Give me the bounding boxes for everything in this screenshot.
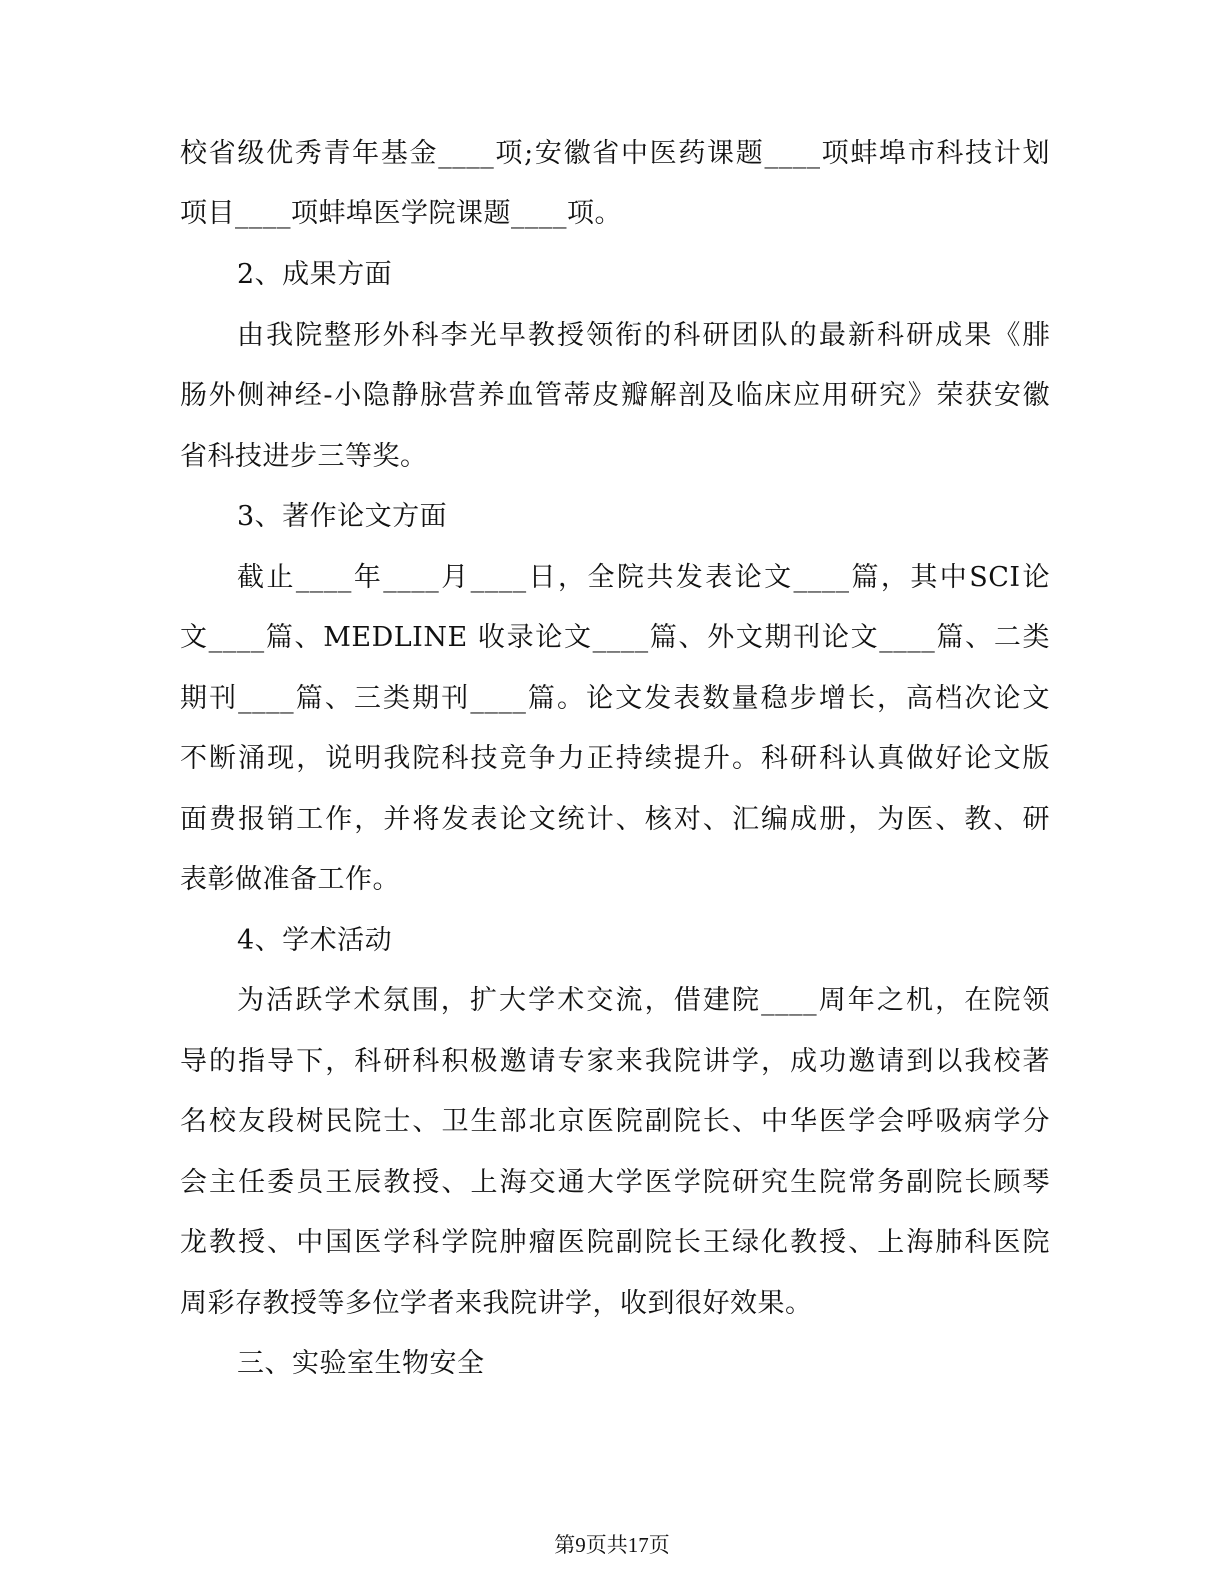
section-heading: 2、成果方面 [237,259,393,290]
body-text-line: 面费报销工作，并将发表论文统计、核对、汇编成册，为医、教、研 [180,804,1050,835]
body-text-line: 截止____年____月____日，全院共发表论文____篇，其中SCI论 [237,562,1050,593]
body-text-line: 项目____项蚌埠医学院课题____项。 [180,198,622,229]
page-footer: 第9页共17页 [554,1533,670,1557]
body-text-line: 龙教授、中国医学科学院肿瘤医院副院长王绿化教授、上海肺科医院 [180,1227,1050,1258]
body-text-line: 校省级优秀青年基金____项;安徽省中医药课题____项蚌埠市科技计划 [180,138,1050,169]
body-text-line: 文____篇、MEDLINE 收录论文____篇、外文期刊论文____篇、二类 [180,622,1050,653]
section-heading: 4、学术活动 [237,925,393,956]
body-text-line: 表彰做准备工作。 [180,864,400,895]
section-heading: 3、著作论文方面 [237,501,448,532]
body-text-line: 为活跃学术氛围，扩大学术交流，借建院____周年之机，在院领 [237,985,1050,1016]
body-text-line: 导的指导下，科研科积极邀请专家来我院讲学，成功邀请到以我校著 [180,1046,1050,1077]
body-text-line: 省科技进步三等奖。 [180,441,428,472]
body-text-line: 名校友段树民院士、卫生部北京医院副院长、中华医学会呼吸病学分 [180,1106,1050,1137]
body-text-line: 会主任委员王辰教授、上海交通大学医学院研究生院常务副院长顾琴 [180,1167,1050,1198]
body-text-line: 由我院整形外科李光早教授领衔的科研团队的最新科研成果《腓 [237,320,1050,351]
section-heading: 三、实验室生物安全 [237,1348,485,1379]
body-text-line: 不断涌现，说明我院科技竞争力正持续提升。科研科认真做好论文版 [180,743,1050,774]
body-text-line: 期刊____篇、三类期刊____篇。论文发表数量稳步增长，高档次论文 [180,683,1050,714]
body-text-line: 肠外侧神经-小隐静脉营养血管蒂皮瓣解剖及临床应用研究》荣获安徽 [180,380,1050,411]
body-text-line: 周彩存教授等多位学者来我院讲学，收到很好效果。 [180,1288,813,1319]
